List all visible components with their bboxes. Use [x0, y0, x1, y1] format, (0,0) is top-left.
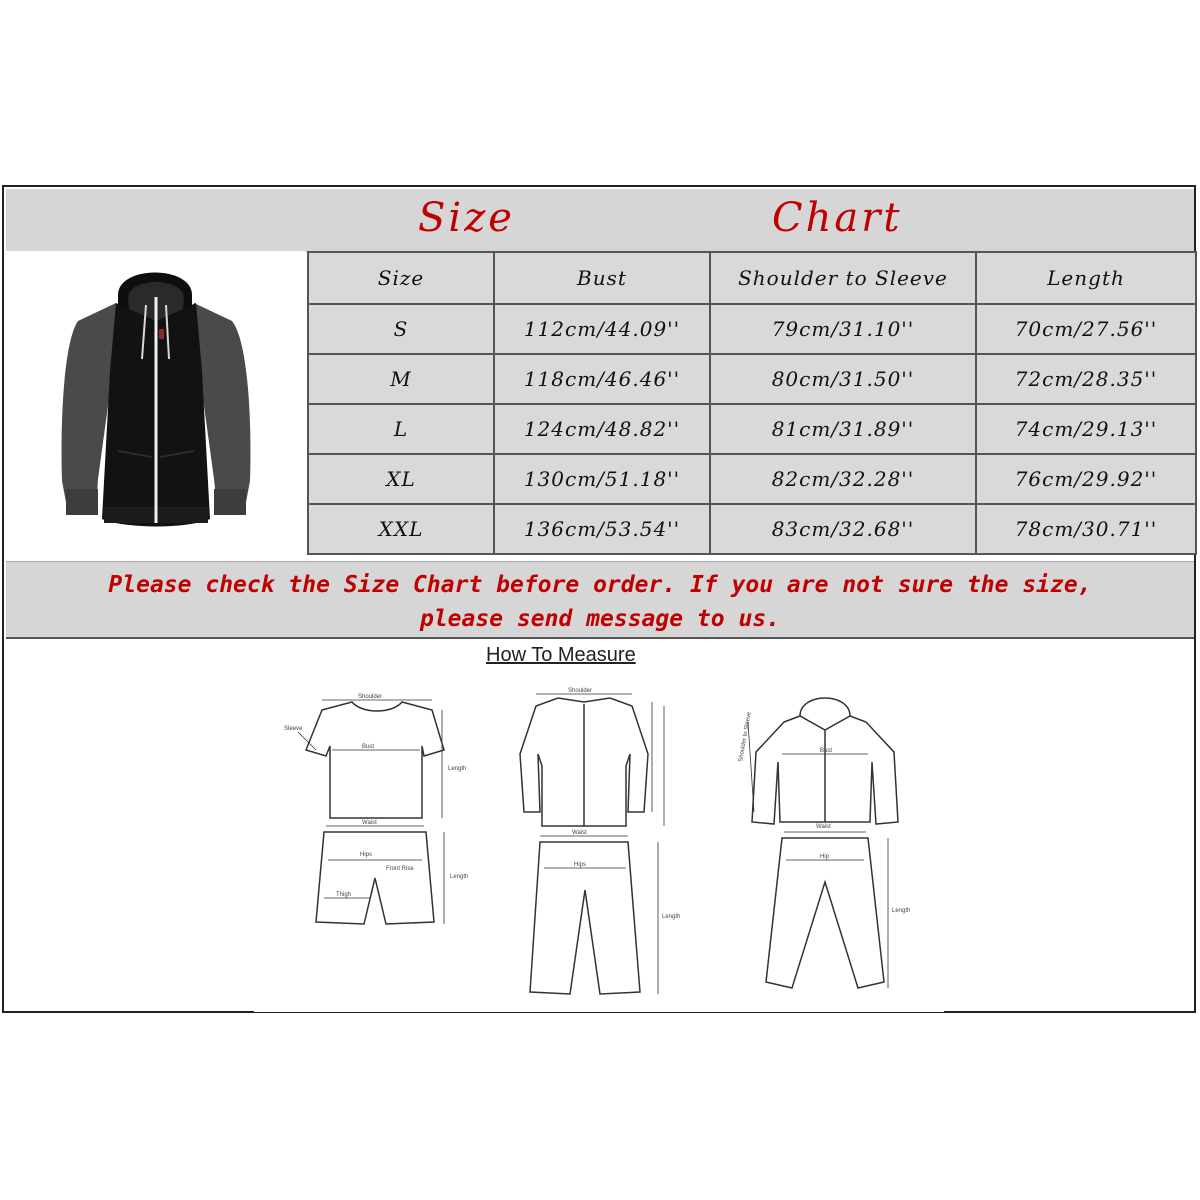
table-row	[308, 404, 1196, 454]
label-shirt-shoulder: Shoulder	[568, 688, 593, 694]
label-thigh: Thigh	[336, 892, 352, 898]
how-to-measure-title: How To Measure	[486, 644, 636, 666]
size-cell: S	[308, 304, 494, 354]
shirt-diagram	[520, 694, 664, 826]
how-to-measure-panel	[254, 642, 944, 1012]
shoulder-to-sleeve-cell: 80cm/31.50''	[710, 354, 976, 404]
label-shoulder-to-sleeve: Shoulder to Sleeve	[738, 711, 753, 763]
table-row	[308, 354, 1196, 404]
size-cell: XL	[308, 454, 494, 504]
note-line-2: please send message to us.	[419, 606, 781, 632]
size-cell: M	[308, 354, 494, 404]
bust-cell: 130cm/51.18''	[494, 454, 710, 504]
size-advice-note	[6, 561, 1194, 639]
length-cell: 76cm/29.92''	[976, 454, 1196, 504]
table-row	[308, 504, 1196, 554]
label-shoulder: Shoulder	[358, 694, 383, 700]
length-cell: 74cm/29.13''	[976, 404, 1196, 454]
size-cell: XXL	[308, 504, 494, 554]
bust-cell: 124cm/48.82''	[494, 404, 710, 454]
shoulder-to-sleeve-cell: 81cm/31.89''	[710, 404, 976, 454]
label-hips: Hips	[360, 852, 373, 858]
label-trouser-waist: Waist	[572, 830, 587, 836]
trousers-diagram	[530, 836, 658, 994]
label-sleeve: Sleeve	[284, 726, 303, 732]
tshirt-diagram	[298, 700, 444, 818]
size-cell: L	[308, 404, 494, 454]
bust-cell: 112cm/44.09''	[494, 304, 710, 354]
size-chart-title-bar	[6, 189, 1194, 252]
column-header-shoulder-to-sleeve: Shoulder to Sleeve	[710, 252, 976, 304]
bust-cell: 136cm/53.54''	[494, 504, 710, 554]
hoodie-product-image	[6, 251, 306, 561]
column-header-size: Size	[308, 252, 494, 304]
hoodie-diagram	[748, 698, 898, 824]
bust-cell: 118cm/46.46''	[494, 354, 710, 404]
length-cell: 70cm/27.56''	[976, 304, 1196, 354]
label-trouser-hips: Hips	[574, 862, 587, 868]
title-chart-word: Chart	[772, 195, 903, 241]
length-cell: 78cm/30.71''	[976, 504, 1196, 554]
shoulder-to-sleeve-cell: 82cm/32.28''	[710, 454, 976, 504]
label-jogger-hip: Hip	[820, 854, 830, 860]
shoulder-to-sleeve-cell: 79cm/31.10''	[710, 304, 976, 354]
measurement-diagrams	[254, 642, 944, 1012]
shoulder-to-sleeve-cell: 83cm/32.68''	[710, 504, 976, 554]
label-front-rise: Front Rise	[386, 866, 414, 872]
title-size-word: Size	[418, 195, 515, 241]
label-jogger-waist: Waist	[816, 824, 831, 830]
length-cell: 72cm/28.35''	[976, 354, 1196, 404]
label-trouser-length: Length	[662, 914, 681, 920]
column-header-length: Length	[976, 252, 1196, 304]
column-header-bust: Bust	[494, 252, 710, 304]
label-waist: Waist	[362, 820, 377, 826]
product-image-cell	[6, 251, 306, 561]
size-chart-sheet	[2, 185, 1196, 1013]
label-bust: Bust	[362, 744, 375, 750]
label-hoodie-bust: Bust	[820, 748, 833, 754]
size-table	[307, 251, 1197, 555]
table-row	[308, 454, 1196, 504]
label-length: Length	[448, 766, 467, 772]
label-jogger-length: Length	[892, 908, 911, 914]
label-shorts-length: Length	[450, 874, 469, 880]
note-line-1: Please check the Size Chart before order. If you are not sure the size,	[108, 572, 1092, 598]
table-row	[308, 304, 1196, 354]
size-table-header-row	[308, 252, 1196, 304]
shorts-diagram	[316, 826, 444, 924]
